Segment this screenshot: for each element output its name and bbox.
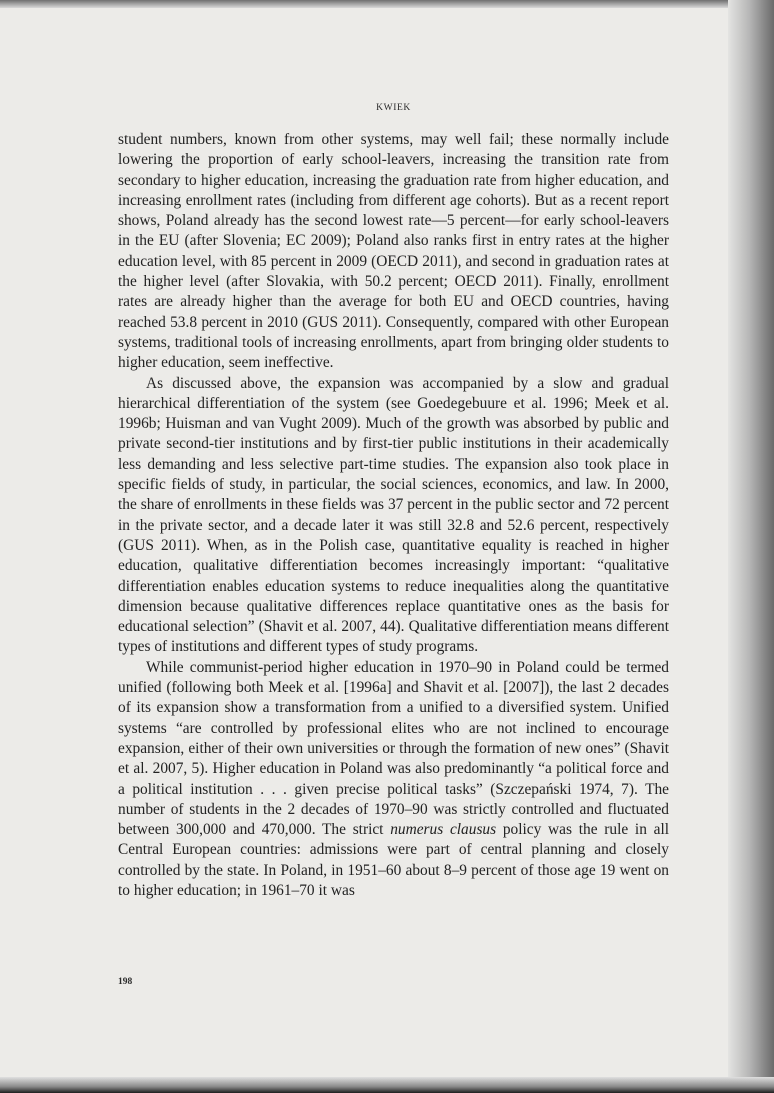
- paragraph-text: While communist-period higher education in 1970–90 in Poland could be termed unified (following both Meek et al. [1996a] and Shavit et al. [2007]), the last 2 decades of its expansion show a transformation from a unified to a diversified system. Unified systems “are controlled by professional elites who are not inclined to encourage expansion, either of their own universities or through the formation of new ones” (Shavit et al. 2007, 5). Higher education in Poland was also predominantly “a political force and a political institution . . . given precise political tasks” (Szczepański 1974, 7). The number of students in the 2 decades of 1970–90 was strictly controlled and fluctuated between 300,000 and 470,000. The strict: [118, 658, 669, 839]
- scan-top-edge: [0, 0, 774, 8]
- page-number: 198: [118, 977, 133, 987]
- italic-term: numerus clausus: [390, 821, 497, 839]
- paragraph-text: As discussed above, the expansion was accompanied by a slow and gradual hierarchical differentiation of the system (see Goedegebuure et al. 1996; Meek et al. 1996b; Huisman and van Vught 2009). Much of the growth was absorbed by public and private second-tier institutions and by first-tier public institutions in their academically less demanding and less selective part-time studies. The expansion also took place in specific fields of study, in particular, the social sciences, economics, and law. In 2000, the share of enrollments in these fields was 37 percent in the public sector and 72 percent in the private sector, and a decade later it was still 32.8 and 52.6 percent, respectively (GUS 2011). When, as in the Polish case, quantitative equality is reached in higher education, qualitative differentiation becomes increasingly important: “qualitative differentiation enables education systems to reduce inequalities along the quantitative dimension because qualitative differences replace quantitative ones as the basis for educational selection” (Shavit et al. 2007, 44). Qualitative differentiation means different types of institutions and different types of study programs.: [118, 374, 669, 656]
- paragraph-text: student numbers, known from other systems, may well fail; these normally include lowering the proportion of early school-leavers, increasing the transition rate from secondary to higher education, increasing the graduation rate from higher education, and increasing enrollment rates (including from different age cohorts). But as a recent report shows, Poland already has the second lowest rate—5 percent—for early school-leavers in the EU (after Slovenia; EC 2009); Poland also ranks first in entry rates at the higher education level, with 85 percent in 2009 (OECD 2011), and second in graduation rates at the higher level (after Slovakia, with 50.2 percent; OECD 2011). Finally, enrollment rates are already higher than the average for both EU and OECD countries, having reached 53.8 percent in 2010 (GUS 2011). Consequently, compared with other European systems, traditional tools of increasing enrollments, apart from bringing older students to higher education, seem ineffective.: [118, 131, 669, 372]
- body-paragraph: [118, 130, 669, 374]
- scan-bottom-edge: [0, 1077, 774, 1093]
- body-paragraph: [118, 658, 669, 902]
- body-paragraph: [118, 374, 669, 658]
- paragraph-text: policy was the rule in all Central European countries: admissions were part of central planning and closely controlled by the state. In Poland, in 1951–60 about 8–9 percent of those age 19 went on to higher education; in 1961–70 it was: [118, 821, 670, 899]
- running-head: KWIEK: [376, 103, 411, 113]
- scan-binding-shadow: [728, 0, 774, 1093]
- body-text: [118, 130, 669, 901]
